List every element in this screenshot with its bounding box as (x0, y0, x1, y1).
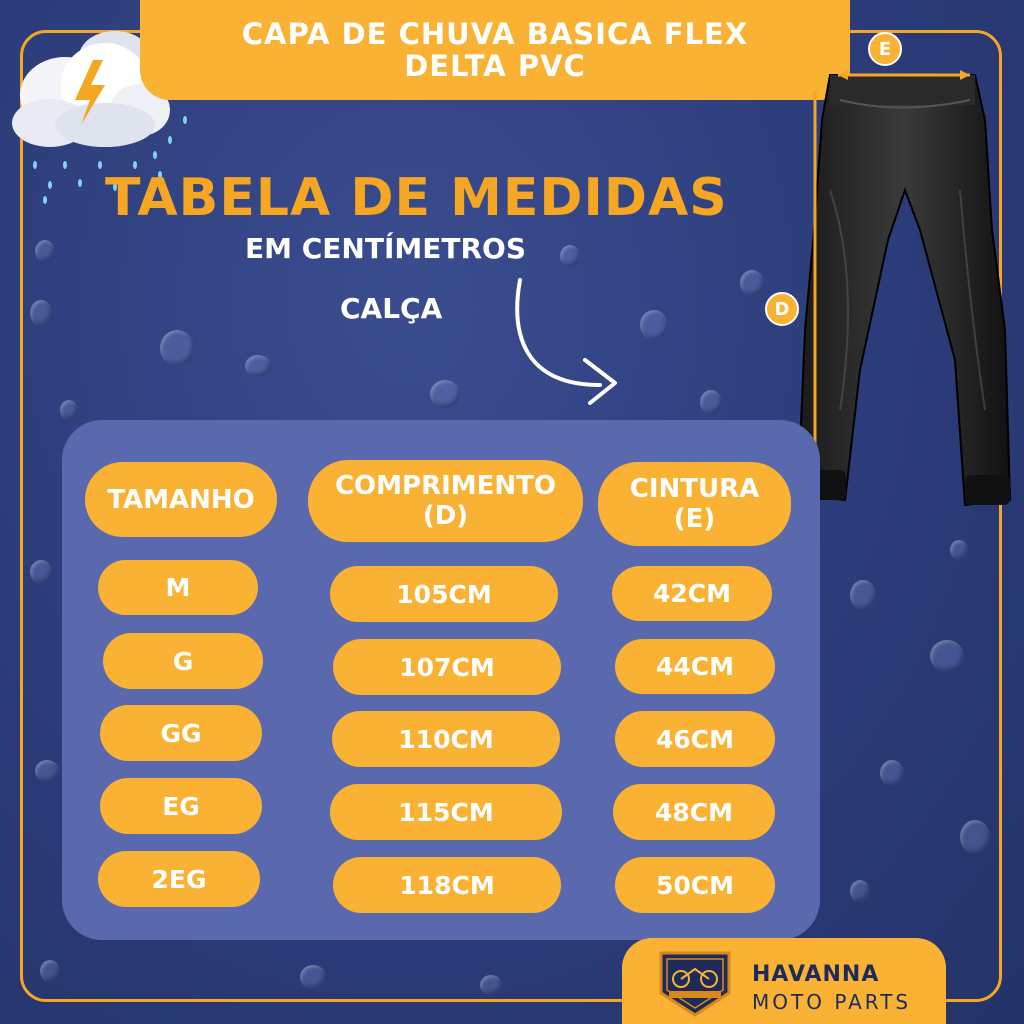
section-label: CALÇA (340, 292, 443, 325)
table-row-size: G (103, 633, 263, 689)
table-row-length: 107CM (333, 639, 561, 695)
curved-arrow-icon (505, 275, 635, 410)
measure-badge-d: D (765, 292, 799, 326)
table-row-size: 2EG (98, 851, 260, 907)
table-row-length: 110CM (332, 711, 560, 767)
table-row-size: GG (100, 705, 262, 761)
page-subheading: EM CENTÍMETROS (245, 232, 526, 265)
table-row-size: M (98, 560, 258, 615)
table-row-waist: 48CM (613, 784, 775, 840)
table-row-size: EG (100, 778, 262, 834)
header-size: TAMANHO (85, 462, 277, 537)
brand-tagline: MOTO PARTS (752, 990, 912, 1014)
title-line-2: DELTA PVC (404, 49, 586, 83)
table-row-length: 118CM (333, 857, 561, 913)
title-line-1: CAPA DE CHUVA BASICA FLEX (241, 17, 749, 51)
header-waist: CINTURA (E) (598, 462, 791, 546)
title-banner (140, 0, 850, 100)
table-row-waist: 50CM (615, 857, 775, 913)
table-row-length: 105CM (330, 566, 558, 622)
page-heading: TABELA DE MEDIDAS (105, 168, 728, 228)
table-row-waist: 42CM (612, 566, 772, 621)
brand-emblem-logo (655, 945, 735, 1020)
table-row-length: 115CM (330, 784, 562, 840)
table-row-waist: 44CM (615, 639, 775, 694)
measure-badge-e: E (868, 32, 902, 66)
table-row-waist: 46CM (615, 711, 775, 767)
brand-name: HAVANNA (752, 962, 880, 987)
header-length: COMPRIMENTO (D) (308, 460, 583, 542)
